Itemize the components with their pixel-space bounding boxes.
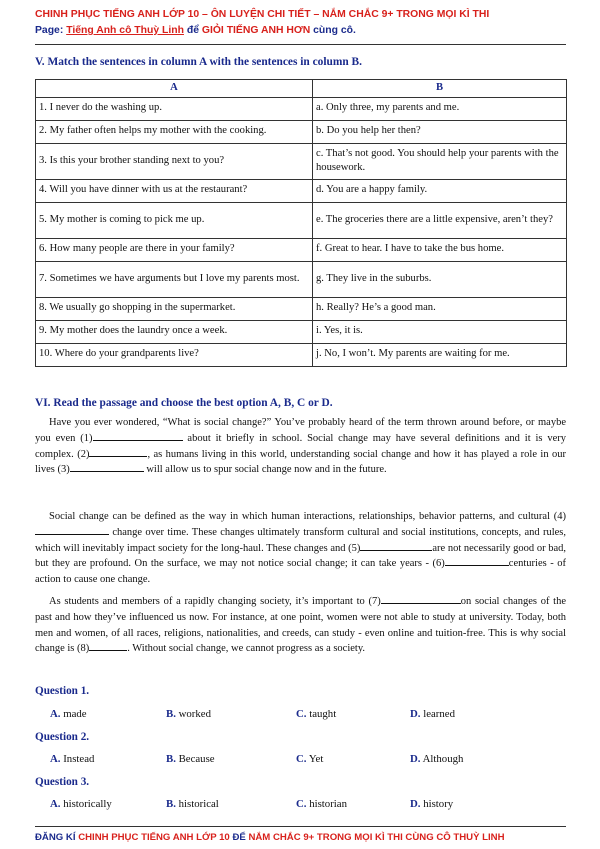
sentence-a: 2. My father often helps my mother with the cooking. <box>36 120 313 143</box>
table-row <box>36 261 567 297</box>
option-text: learned <box>423 708 455 720</box>
blank-6 <box>445 556 509 566</box>
option-b[interactable] <box>166 753 215 765</box>
sentence-a: 3. Is this your brother standing next to you? <box>36 143 313 179</box>
table-row <box>36 297 567 320</box>
sentence-a: 4. Will you have dinner with us at the restaurant? <box>36 179 313 202</box>
passage-text: Have you ever wondered, “What is social change?” You’ve probably heard of the term thrown around before, or maybe you even (1) <box>35 417 566 444</box>
section-vi-title: VI. Read the passage and choose the best option A, B, C or D. <box>35 397 333 409</box>
matching-table <box>35 79 567 367</box>
page-highlight: GIỎI TIẾNG ANH HƠN <box>201 25 311 36</box>
option-d[interactable] <box>410 798 453 810</box>
sentence-b: d. You are a happy family. <box>313 179 567 202</box>
option-key: A. <box>50 708 61 720</box>
table-row <box>36 120 567 143</box>
option-c[interactable] <box>296 798 347 810</box>
option-text: history <box>423 798 454 810</box>
table-row <box>36 238 567 261</box>
sentence-b: f. Great to hear. I have to take the bus home. <box>313 238 567 261</box>
page-label: Page: <box>35 25 64 36</box>
sentence-a: 1. I never do the washing up. <box>36 97 313 120</box>
passage-paragraph-3 <box>35 594 566 657</box>
option-c[interactable] <box>296 753 323 765</box>
blank-4 <box>35 525 109 535</box>
question-1-label: Question 1. <box>35 685 90 697</box>
option-text: historian <box>309 798 347 810</box>
passage-text: , as humans living in this world, understanding social change and how it has played a role in our lives (3) <box>35 448 566 476</box>
header-page-line <box>35 25 356 36</box>
passage-text: are not necessarily good or bad, but they are profound. On the surface, we may not notice social change; it can take years - (6) <box>35 542 566 570</box>
option-text: made <box>63 708 87 720</box>
option-text: historical <box>178 798 219 810</box>
table-row <box>36 179 567 202</box>
option-a[interactable] <box>50 753 94 765</box>
sentence-b: c. That’s not good. You should help your parents with the housework. <box>313 143 567 179</box>
option-key: A. <box>50 798 61 810</box>
page-mid-text: để <box>186 25 199 36</box>
option-text: Instead <box>63 753 95 765</box>
header-divider <box>35 44 566 45</box>
option-key: A. <box>50 753 61 765</box>
sentence-a: 10. Where do your grandparents live? <box>36 343 313 366</box>
option-text: taught <box>309 708 337 720</box>
footer-mid: ĐỂ <box>232 832 246 843</box>
sentence-a: 5. My mother is coming to pick me up. <box>36 202 313 238</box>
table-row <box>36 143 567 179</box>
blank-8 <box>89 641 127 651</box>
option-key: C. <box>296 798 307 810</box>
option-text: Because <box>178 753 215 765</box>
option-text: worked <box>178 708 211 720</box>
table-row <box>36 343 567 366</box>
sentence-b: g. They live in the suburbs. <box>313 261 567 297</box>
sentence-b: b. Do you help her then? <box>313 120 567 143</box>
footer-highlight: CHINH PHỤC TIẾNG ANH LỚP 10 <box>78 832 230 843</box>
option-a[interactable] <box>50 708 87 720</box>
blank-1 <box>93 431 183 441</box>
blank-3 <box>70 462 144 472</box>
section-v-title: V. Match the sentences in column A with the sentences in column B. <box>35 56 362 68</box>
sentence-a: 6. How many people are there in your family? <box>36 238 313 261</box>
table-row <box>36 320 567 343</box>
option-key: D. <box>410 798 421 810</box>
option-c[interactable] <box>296 708 336 720</box>
option-text: historically <box>63 798 112 810</box>
sentence-b: a. Only three, my parents and me. <box>313 97 567 120</box>
option-d[interactable] <box>410 708 455 720</box>
option-text: Although <box>422 753 464 765</box>
option-b[interactable] <box>166 708 211 720</box>
passage-text: on social changes of the past and how they’ve influenced us now. For instance, at one point, women were not able to study at university. Today, both men and women, of all races, religions, nationalities, and creeds, can study - even online and tuition-free. This is why social change is (8) <box>35 596 566 655</box>
passage-text: As students and members of a rapidly changing society, it’s important to (7) <box>49 596 381 607</box>
table-row <box>36 97 567 120</box>
option-text: Yet <box>308 753 324 765</box>
footer-rest: NẮM CHẮC 9+ TRONG MỌI KÌ THI CÙNG CÔ THUỲ LINH <box>248 832 505 843</box>
sentence-b: e. The groceries there are a little expensive, aren’t they? <box>313 202 567 238</box>
table-header-row <box>36 80 567 98</box>
column-b-header: B <box>313 80 567 98</box>
passage-text: . Without social change, we cannot progress as a society. <box>127 643 366 655</box>
column-a-header: A <box>36 80 313 98</box>
footer-banner <box>35 832 505 843</box>
table-row <box>36 202 567 238</box>
page-end-text: cùng cô. <box>313 25 356 36</box>
sentence-a: 9. My mother does the laundry once a week. <box>36 320 313 343</box>
option-key: C. <box>296 753 307 765</box>
option-key: B. <box>166 798 176 810</box>
passage-text: Social change can be defined as the way in which human interactions, relationships, behavior patterns, and cultural (4) <box>49 511 566 522</box>
passage-text: about it briefly in school. Social change may have several definitions and it is very complex. (2) <box>35 432 566 460</box>
passage-text: change over time. These changes ultimately transform cultural and social institutions, concepts, and rules, which will inevitably impact society for the long-haul. These changes and (5) <box>35 526 566 554</box>
header-title: CHINH PHỤC TIẾNG ANH LỚP 10 – ÔN LUYỆN CHI TIẾT – NẮM CHẮC 9+ TRONG MỌI KÌ THI <box>35 9 490 20</box>
passage-paragraph-2 <box>35 509 566 588</box>
sentence-b: h. Really? He’s a good man. <box>313 297 567 320</box>
passage-paragraph-1 <box>35 415 566 478</box>
option-key: D. <box>410 708 421 720</box>
option-key: B. <box>166 708 176 720</box>
sentence-b: j. No, I won’t. My parents are waiting for me. <box>313 343 567 366</box>
blank-2 <box>89 447 147 457</box>
passage-text: will allow us to spur social change now and in the future. <box>143 464 387 476</box>
option-b[interactable] <box>166 798 219 810</box>
blank-7 <box>381 594 461 604</box>
sentence-a: 8. We usually go shopping in the supermarket. <box>36 297 313 320</box>
option-key: C. <box>296 708 307 720</box>
passage-text: centuries - of action to cause one change. <box>35 558 566 586</box>
option-key: B. <box>166 753 176 765</box>
question-2-label: Question 2. <box>35 731 90 743</box>
option-d[interactable] <box>410 753 463 765</box>
sentence-b: i. Yes, it is. <box>313 320 567 343</box>
footer-pre: ĐĂNG KÍ <box>35 832 76 843</box>
sentence-a: 7. Sometimes we have arguments but I love my parents most. <box>36 261 313 297</box>
question-3-label: Question 3. <box>35 776 90 788</box>
option-key: D. <box>410 753 421 765</box>
blank-5 <box>360 541 432 551</box>
page-link[interactable]: Tiếng Anh cô Thuỳ Linh <box>66 25 184 36</box>
option-a[interactable] <box>50 798 112 810</box>
footer-divider <box>35 826 566 827</box>
